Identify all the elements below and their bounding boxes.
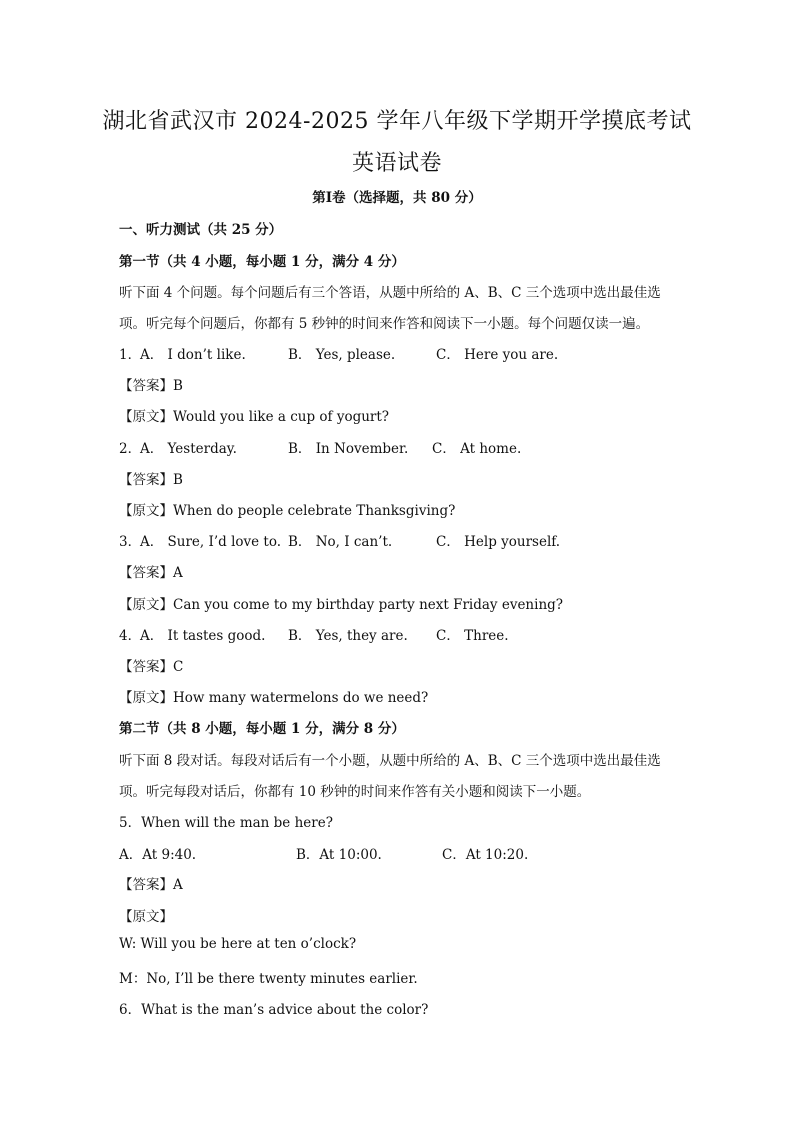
transcript: 【原文】Would you like a cup of yogurt? xyxy=(119,409,390,425)
question-number: 4． xyxy=(119,628,142,644)
option-a: A． It tastes good. xyxy=(140,628,266,644)
dialogue-man: M：No, I’ll be there twenty minutes earlier. xyxy=(119,971,418,987)
option-c: C． Help yourself. xyxy=(436,534,561,550)
transcript-label: 【原文】 xyxy=(119,909,173,925)
part-heading: 第Ⅰ卷（选择题，共 80 分） xyxy=(312,190,482,206)
option-b: B． Yes, they are. xyxy=(288,628,408,644)
section-heading-listening: 一、听力测试（共 25 分） xyxy=(119,222,283,238)
answer: 【答案】A xyxy=(119,877,183,893)
transcript: 【原文】How many watermelons do we need? xyxy=(119,690,429,706)
option-b: B．At 10:00. xyxy=(296,847,382,863)
option-a: A．At 9:40. xyxy=(119,847,197,863)
instructions-1-line2: 项。听完每个问题后，你都有 5 秒钟的时间来作答和阅读下一小题。每个问题仅读一遍。 xyxy=(119,316,650,332)
option-c: C． At home. xyxy=(432,441,522,457)
answer: 【答案】C xyxy=(119,659,184,675)
subsection-heading-1: 第一节（共 4 小题，每小题 1 分，满分 4 分） xyxy=(119,254,405,270)
question-5: 5．When will the man be here? xyxy=(119,815,333,831)
option-c: C．At 10:20. xyxy=(442,847,529,863)
question-number: 2． xyxy=(119,441,142,457)
transcript: 【原文】When do people celebrate Thanksgiving? xyxy=(119,503,456,519)
instructions-1-line1: 听下面 4 个问题。每个问题后有三个答语，从题中所给的 A、B、C 三个选项中选出最佳选 xyxy=(119,285,661,301)
option-b: B． In November. xyxy=(288,441,409,457)
question-6: 6．What is the man’s advice about the color? xyxy=(119,1002,429,1018)
option-a: A． Sure, I’d love to. xyxy=(140,534,282,550)
option-b: B． Yes, please. xyxy=(288,347,396,363)
answer: 【答案】B xyxy=(119,472,183,488)
subsection-heading-2: 第二节（共 8 小题，每小题 1 分，满分 8 分） xyxy=(119,721,405,737)
answer: 【答案】A xyxy=(119,565,183,581)
exam-title: 湖北省武汉市 2024-2025 学年八年级下学期开学摸底考试 xyxy=(102,109,692,134)
question-number: 3． xyxy=(119,534,142,550)
dialogue-woman: W: Will you be here at ten o’clock? xyxy=(119,936,357,952)
option-b: B． No, I can’t. xyxy=(288,534,393,550)
answer: 【答案】B xyxy=(119,378,183,394)
question-number: 1． xyxy=(119,347,142,363)
option-a: A． Yesterday. xyxy=(140,441,237,457)
option-c: C． Three. xyxy=(436,628,509,644)
option-c: C． Here you are. xyxy=(436,347,559,363)
instructions-2-line2: 项。听完每段对话后，你都有 10 秒钟的时间来作答有关小题和阅读下一小题。 xyxy=(119,784,591,800)
transcript: 【原文】Can you come to my birthday party next Friday evening? xyxy=(119,597,564,613)
option-a: A． I don’t like. xyxy=(140,347,246,363)
instructions-2-line1: 听下面 8 段对话。每段对话后有一个小题，从题中所给的 A、B、C 三个选项中选出最佳选 xyxy=(119,753,661,769)
exam-subtitle: 英语试卷 xyxy=(351,151,442,176)
